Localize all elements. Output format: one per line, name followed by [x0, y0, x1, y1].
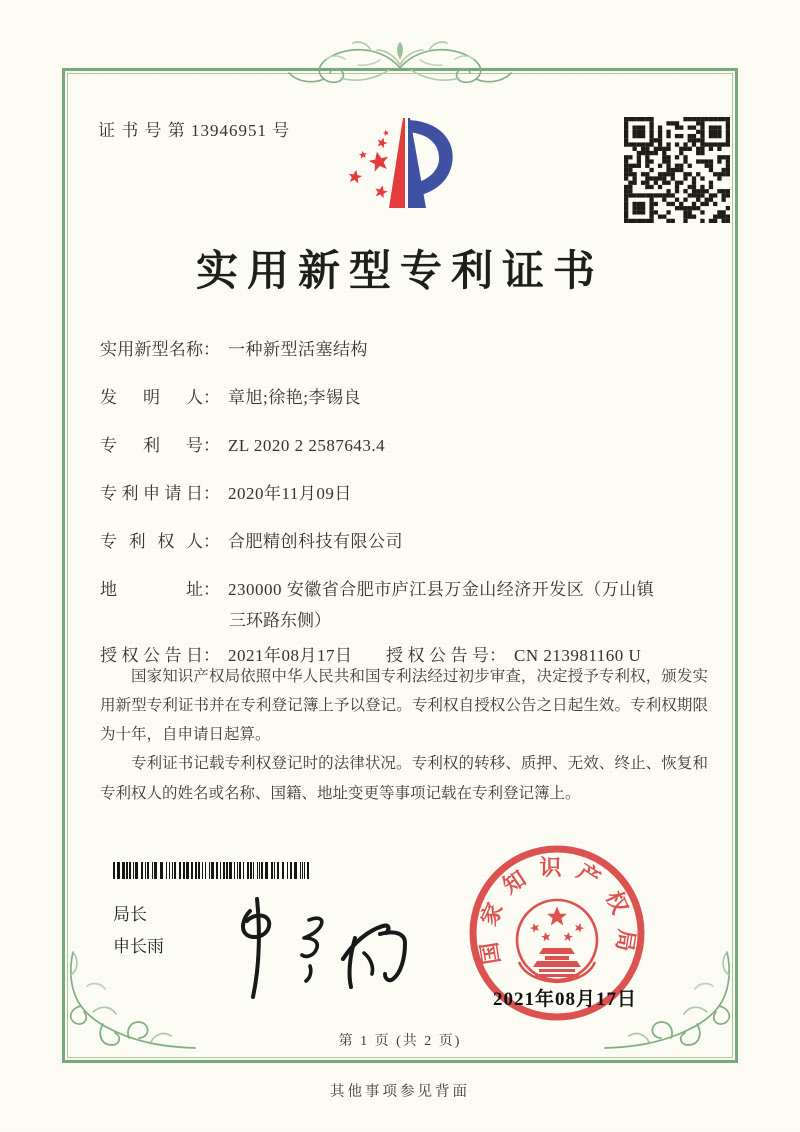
field-label: 专利号: [100, 436, 203, 455]
seal-text: 国家知识产权局: [474, 855, 640, 967]
field-patent-number: 专利号： ZL 2020 2 2587643.4: [100, 432, 732, 459]
certificate-title: 实用新型专利证书: [195, 249, 604, 295]
field-value: 章旭;徐艳;李锡良: [228, 388, 361, 407]
field-grant-number: 授权公告号： CN 213981160 U: [386, 646, 641, 665]
cnipa-logo-icon: [345, 108, 467, 220]
field-grant-date: 授权公告日： 2021年08月17日: [100, 642, 386, 669]
field-value: 2020年11月09日: [228, 484, 352, 503]
field-list: [100, 336, 732, 690]
field-label: 实用新型名称: [100, 340, 203, 359]
seal-date: 2021年08月17日: [492, 989, 637, 1010]
legal-paragraph-2: 专利证书记载专利权登记时的法律状况。专利权的转移、质押、无效、终止、恢复和专利权人的姓名或名称、国籍、地址变更等事项记载在专利登记簿上。: [100, 755, 708, 802]
signer-block: [113, 906, 164, 955]
top-ornament-icon: [263, 36, 537, 98]
field-address: 地址： 230000 安徽省合肥市庐江县万金山经济开发区（万山镇: [100, 576, 732, 603]
signer-title: 局长: [113, 905, 147, 924]
field-patentee: 专利权人： 合肥精创科技有限公司: [100, 528, 732, 555]
field-value: CN 213981160 U: [514, 646, 642, 665]
field-value: 一种新型活塞结构: [228, 340, 368, 359]
field-label: 专利权人: [100, 532, 203, 551]
field-value: ZL 2020 2 2587643.4: [228, 436, 386, 455]
field-filing-date: 专利申请日： 2020年11月09日: [100, 480, 732, 507]
field-label: 授权公告号: [386, 646, 489, 665]
field-label: 专利申请日: [100, 484, 203, 503]
legal-text: [100, 662, 708, 808]
field-value: 合肥精创科技有限公司: [228, 532, 403, 551]
page-number: 第 1 页 (共 2 页): [338, 1034, 462, 1049]
field-value: 2021年08月17日: [228, 646, 353, 665]
barcode: [113, 862, 313, 879]
signer-name: 申长雨: [113, 937, 164, 956]
qr-code: [624, 117, 730, 223]
back-note: 其他事项参见背面: [330, 1084, 470, 1100]
field-inventors: 发明人： 章旭;徐艳;李锡良: [100, 384, 732, 411]
field-label: 授权公告日: [100, 646, 203, 665]
field-value: 230000 安徽省合肥市庐江县万金山经济开发区（万山镇: [228, 580, 655, 599]
certificate-number: 证 书 号 第 13946951 号: [98, 121, 291, 140]
field-label: 发明人: [100, 388, 203, 407]
field-utility-model-name: 实用新型名称： 一种新型活塞结构: [100, 336, 732, 363]
field-address-line2: 三环路东侧）: [229, 611, 331, 630]
field-label: 地址: [100, 580, 203, 599]
handwritten-signature-icon: [212, 878, 424, 1010]
legal-paragraph-1: 国家知识产权局依照中华人民共和国专利法经过初步审查，决定授予专利权，颁发实用新型专利证书并在专利登记簿上予以登记。专利权自授权公告之日起生效。专利权期限为十年，自申请日起算。: [100, 668, 708, 744]
